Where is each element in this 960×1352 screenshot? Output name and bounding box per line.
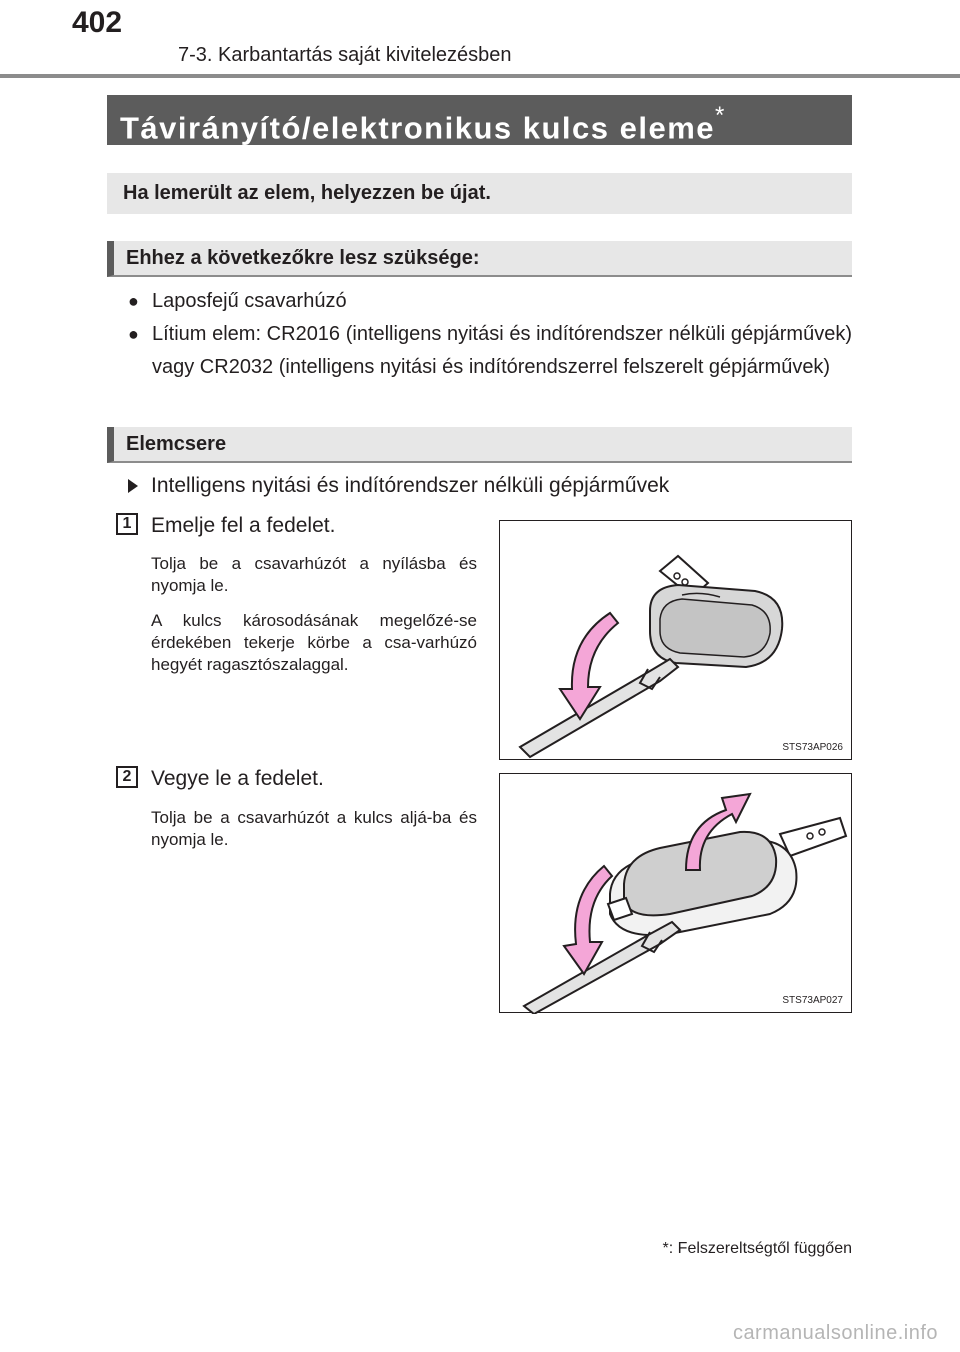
bullet-icon: ●	[128, 291, 139, 311]
figure-remove-cover	[499, 773, 852, 1013]
watermark: carmanualsonline.info	[732, 1322, 938, 1344]
replacement-heading: Elemcsere	[107, 427, 852, 463]
footnote	[663, 1240, 852, 1258]
title-asterisk: *	[715, 102, 726, 129]
page-title-text: Távirányító/elektronikus kulcs eleme	[120, 110, 716, 146]
figure-code: STS73AP026	[782, 742, 843, 753]
step-note: Tolja be a csavarhúzót a nyílásba és nyomja le.	[151, 554, 477, 595]
footnote-asterisk: *	[662, 1240, 669, 1257]
page-title	[107, 95, 852, 145]
requirement-item	[128, 318, 852, 384]
requirement-text: Lítium elem: CR2016 (intelligens nyitási és indítórendszer nélküli gépjárművek) vagy CR2032 (intelligens nyitási és indítórendszerrel felszerelt gépjárművek)	[152, 323, 852, 378]
header-rule	[0, 74, 960, 78]
requirement-item	[128, 285, 852, 318]
figure-lift-cover	[499, 520, 852, 760]
intro-box: Ha lemerült az elem, helyezzen be újat.	[107, 173, 852, 214]
requirement-text: Laposfejű csavarhúzó	[152, 290, 347, 312]
step-number-1: 1	[116, 513, 138, 535]
step-note: Tolja be a csavarhúzót a kulcs aljá-ba és nyomja le.	[151, 808, 477, 849]
step-note: A kulcs károsodásának megelőzé-se érdekében tekerje körbe a csa-varhúzó hegyét ragasztószalaggal.	[151, 611, 477, 674]
step-title-2: Vegye le a fedelet.	[151, 767, 324, 790]
triangle-right-icon	[128, 479, 138, 493]
figure-code: STS73AP027	[782, 995, 843, 1006]
key-illustration	[500, 521, 853, 761]
variant-text: Intelligens nyitási és indítórendszer nélküli gépjárművek	[151, 474, 670, 497]
step-number-2: 2	[116, 766, 138, 788]
requirements-heading: Ehhez a következőkre lesz szüksége:	[107, 241, 852, 277]
step-title-1: Emelje fel a fedelet.	[151, 514, 336, 537]
page-number: 402	[72, 6, 123, 39]
bullet-icon: ●	[128, 324, 139, 344]
section-header: 7-3. Karbantartás saját kivitelezésben	[178, 44, 512, 66]
variant-label	[128, 474, 669, 498]
footnote-text: : Felszereltségtől függően	[668, 1240, 852, 1257]
key-illustration	[500, 774, 853, 1014]
